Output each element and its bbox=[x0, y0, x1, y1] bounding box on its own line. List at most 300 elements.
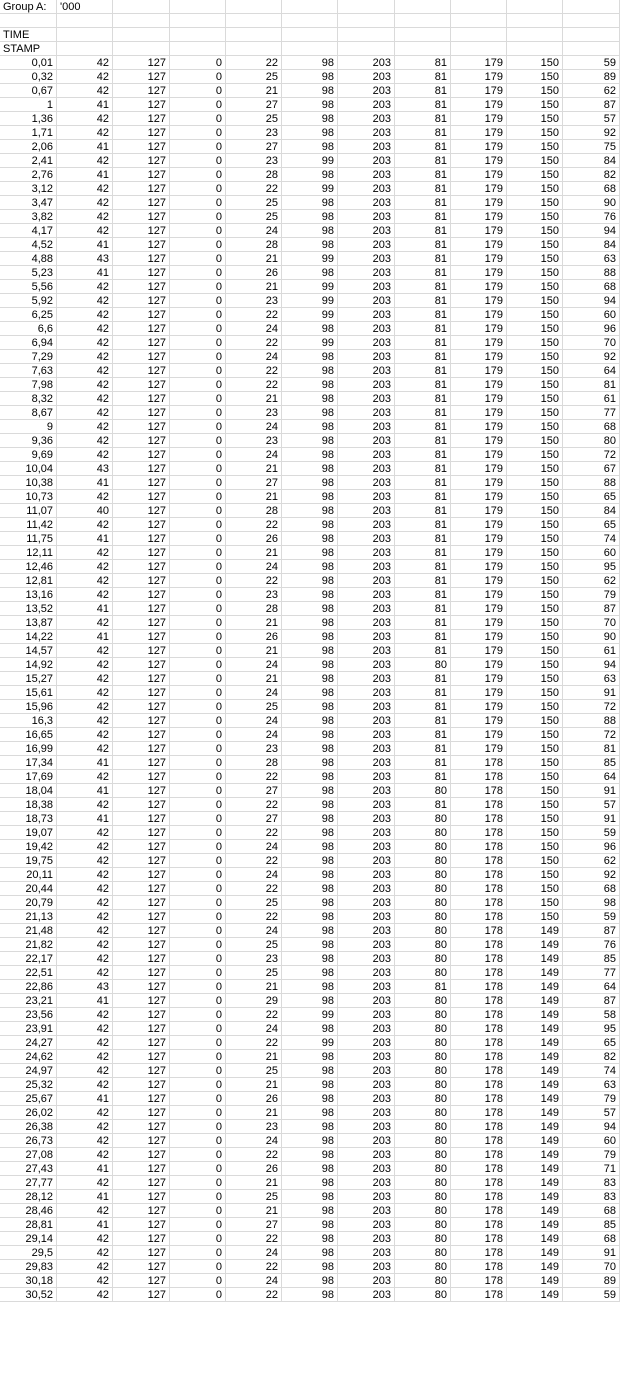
value-cell[interactable]: 149 bbox=[507, 980, 563, 994]
timestamp-cell[interactable]: 0,32 bbox=[0, 70, 57, 84]
value-cell[interactable]: 81 bbox=[395, 336, 451, 350]
timestamp-cell[interactable]: 1,36 bbox=[0, 112, 57, 126]
value-cell[interactable]: 22 bbox=[226, 854, 282, 868]
timestamp-cell[interactable]: 0,67 bbox=[0, 84, 57, 98]
value-cell[interactable]: 127 bbox=[113, 672, 170, 686]
value-cell[interactable]: 98 bbox=[282, 672, 338, 686]
value-cell[interactable]: 0 bbox=[170, 112, 226, 126]
cell-empty[interactable] bbox=[170, 0, 226, 14]
value-cell[interactable]: 127 bbox=[113, 504, 170, 518]
value-cell[interactable]: 127 bbox=[113, 714, 170, 728]
value-cell[interactable]: 149 bbox=[507, 952, 563, 966]
value-cell[interactable]: 24 bbox=[226, 420, 282, 434]
value-cell[interactable]: 80 bbox=[395, 812, 451, 826]
value-cell[interactable]: 80 bbox=[395, 1274, 451, 1288]
value-cell[interactable]: 81 bbox=[395, 154, 451, 168]
value-cell[interactable]: 150 bbox=[507, 476, 563, 490]
value-cell[interactable]: 0 bbox=[170, 84, 226, 98]
value-cell[interactable]: 27 bbox=[226, 140, 282, 154]
value-cell[interactable]: 178 bbox=[451, 924, 507, 938]
value-cell[interactable]: 127 bbox=[113, 798, 170, 812]
value-cell[interactable]: 81 bbox=[395, 56, 451, 70]
value-cell[interactable]: 150 bbox=[507, 630, 563, 644]
value-cell[interactable]: 0 bbox=[170, 980, 226, 994]
value-cell[interactable]: 0 bbox=[170, 196, 226, 210]
value-cell[interactable]: 21 bbox=[226, 84, 282, 98]
value-cell[interactable]: 98 bbox=[282, 630, 338, 644]
timestamp-cell[interactable]: 14,22 bbox=[0, 630, 57, 644]
value-cell[interactable]: 203 bbox=[338, 784, 395, 798]
value-cell[interactable]: 150 bbox=[507, 308, 563, 322]
value-cell[interactable]: 98 bbox=[282, 784, 338, 798]
value-cell[interactable]: 150 bbox=[507, 882, 563, 896]
value-cell[interactable]: 21 bbox=[226, 1078, 282, 1092]
cell-empty[interactable] bbox=[226, 14, 282, 28]
header-label-cell[interactable]: TIME bbox=[0, 28, 57, 42]
value-cell[interactable]: 21 bbox=[226, 1204, 282, 1218]
value-cell[interactable]: 22 bbox=[226, 1260, 282, 1274]
value-cell[interactable]: 28 bbox=[226, 756, 282, 770]
value-cell[interactable]: 81 bbox=[395, 322, 451, 336]
value-cell[interactable]: 96 bbox=[563, 840, 620, 854]
value-cell[interactable]: 98 bbox=[282, 1148, 338, 1162]
value-cell[interactable]: 27 bbox=[226, 784, 282, 798]
cell-empty[interactable] bbox=[395, 42, 451, 56]
value-cell[interactable]: 0 bbox=[170, 658, 226, 672]
value-cell[interactable]: 42 bbox=[57, 1078, 113, 1092]
value-cell[interactable]: 0 bbox=[170, 1218, 226, 1232]
timestamp-cell[interactable]: 18,38 bbox=[0, 798, 57, 812]
value-cell[interactable]: 41 bbox=[57, 168, 113, 182]
value-cell[interactable]: 98 bbox=[282, 854, 338, 868]
value-cell[interactable]: 42 bbox=[57, 1022, 113, 1036]
value-cell[interactable]: 62 bbox=[563, 854, 620, 868]
value-cell[interactable]: 98 bbox=[282, 420, 338, 434]
value-cell[interactable]: 98 bbox=[282, 518, 338, 532]
value-cell[interactable]: 127 bbox=[113, 154, 170, 168]
value-cell[interactable]: 81 bbox=[395, 70, 451, 84]
value-cell[interactable]: 127 bbox=[113, 994, 170, 1008]
value-cell[interactable]: 149 bbox=[507, 1204, 563, 1218]
value-cell[interactable]: 203 bbox=[338, 294, 395, 308]
value-cell[interactable]: 179 bbox=[451, 84, 507, 98]
timestamp-cell[interactable]: 3,47 bbox=[0, 196, 57, 210]
value-cell[interactable]: 42 bbox=[57, 364, 113, 378]
value-cell[interactable]: 127 bbox=[113, 1064, 170, 1078]
value-cell[interactable]: 203 bbox=[338, 1134, 395, 1148]
value-cell[interactable]: 98 bbox=[282, 1022, 338, 1036]
value-cell[interactable]: 203 bbox=[338, 210, 395, 224]
value-cell[interactable]: 149 bbox=[507, 1120, 563, 1134]
timestamp-cell[interactable]: 9 bbox=[0, 420, 57, 434]
timestamp-cell[interactable]: 2,06 bbox=[0, 140, 57, 154]
value-cell[interactable]: 127 bbox=[113, 966, 170, 980]
value-cell[interactable]: 150 bbox=[507, 532, 563, 546]
value-cell[interactable]: 42 bbox=[57, 392, 113, 406]
value-cell[interactable]: 98 bbox=[282, 476, 338, 490]
value-cell[interactable]: 150 bbox=[507, 168, 563, 182]
value-cell[interactable]: 178 bbox=[451, 826, 507, 840]
value-cell[interactable]: 127 bbox=[113, 1288, 170, 1302]
value-cell[interactable]: 127 bbox=[113, 700, 170, 714]
value-cell[interactable]: 178 bbox=[451, 1190, 507, 1204]
value-cell[interactable]: 179 bbox=[451, 364, 507, 378]
value-cell[interactable]: 178 bbox=[451, 1008, 507, 1022]
timestamp-cell[interactable]: 5,92 bbox=[0, 294, 57, 308]
value-cell[interactable]: 80 bbox=[395, 882, 451, 896]
value-cell[interactable]: 179 bbox=[451, 476, 507, 490]
value-cell[interactable]: 203 bbox=[338, 574, 395, 588]
value-cell[interactable]: 23 bbox=[226, 1120, 282, 1134]
value-cell[interactable]: 179 bbox=[451, 196, 507, 210]
cell-empty[interactable] bbox=[226, 0, 282, 14]
value-cell[interactable]: 179 bbox=[451, 350, 507, 364]
value-cell[interactable]: 203 bbox=[338, 1148, 395, 1162]
value-cell[interactable]: 149 bbox=[507, 1176, 563, 1190]
value-cell[interactable]: 42 bbox=[57, 644, 113, 658]
value-cell[interactable]: 24 bbox=[226, 924, 282, 938]
value-cell[interactable]: 150 bbox=[507, 770, 563, 784]
value-cell[interactable]: 149 bbox=[507, 938, 563, 952]
value-cell[interactable]: 99 bbox=[282, 308, 338, 322]
value-cell[interactable]: 24 bbox=[226, 448, 282, 462]
value-cell[interactable]: 127 bbox=[113, 1050, 170, 1064]
timestamp-cell[interactable]: 30,18 bbox=[0, 1274, 57, 1288]
value-cell[interactable]: 127 bbox=[113, 280, 170, 294]
value-cell[interactable]: 127 bbox=[113, 882, 170, 896]
value-cell[interactable]: 179 bbox=[451, 210, 507, 224]
value-cell[interactable]: 99 bbox=[282, 182, 338, 196]
value-cell[interactable]: 42 bbox=[57, 518, 113, 532]
value-cell[interactable]: 98 bbox=[282, 546, 338, 560]
value-cell[interactable]: 80 bbox=[395, 1064, 451, 1078]
value-cell[interactable]: 179 bbox=[451, 616, 507, 630]
value-cell[interactable]: 42 bbox=[57, 1120, 113, 1134]
value-cell[interactable]: 84 bbox=[563, 504, 620, 518]
value-cell[interactable]: 81 bbox=[395, 588, 451, 602]
value-cell[interactable]: 41 bbox=[57, 630, 113, 644]
value-cell[interactable]: 127 bbox=[113, 924, 170, 938]
value-cell[interactable]: 42 bbox=[57, 840, 113, 854]
value-cell[interactable]: 80 bbox=[395, 994, 451, 1008]
value-cell[interactable]: 203 bbox=[338, 616, 395, 630]
value-cell[interactable]: 179 bbox=[451, 238, 507, 252]
value-cell[interactable]: 127 bbox=[113, 812, 170, 826]
value-cell[interactable]: 98 bbox=[282, 616, 338, 630]
value-cell[interactable]: 80 bbox=[395, 1190, 451, 1204]
value-cell[interactable]: 96 bbox=[563, 322, 620, 336]
value-cell[interactable]: 179 bbox=[451, 266, 507, 280]
value-cell[interactable]: 179 bbox=[451, 406, 507, 420]
value-cell[interactable]: 179 bbox=[451, 700, 507, 714]
value-cell[interactable]: 203 bbox=[338, 882, 395, 896]
value-cell[interactable]: 26 bbox=[226, 266, 282, 280]
timestamp-cell[interactable]: 23,21 bbox=[0, 994, 57, 1008]
timestamp-cell[interactable]: 28,46 bbox=[0, 1204, 57, 1218]
value-cell[interactable]: 77 bbox=[563, 966, 620, 980]
value-cell[interactable]: 42 bbox=[57, 714, 113, 728]
value-cell[interactable]: 178 bbox=[451, 980, 507, 994]
value-cell[interactable]: 90 bbox=[563, 196, 620, 210]
value-cell[interactable]: 81 bbox=[395, 266, 451, 280]
value-cell[interactable]: 42 bbox=[57, 210, 113, 224]
value-cell[interactable]: 99 bbox=[282, 1008, 338, 1022]
value-cell[interactable]: 178 bbox=[451, 1274, 507, 1288]
value-cell[interactable]: 203 bbox=[338, 518, 395, 532]
value-cell[interactable]: 203 bbox=[338, 1050, 395, 1064]
value-cell[interactable]: 74 bbox=[563, 532, 620, 546]
value-cell[interactable]: 149 bbox=[507, 924, 563, 938]
value-cell[interactable]: 76 bbox=[563, 938, 620, 952]
value-cell[interactable]: 0 bbox=[170, 1106, 226, 1120]
value-cell[interactable]: 74 bbox=[563, 1064, 620, 1078]
value-cell[interactable]: 150 bbox=[507, 742, 563, 756]
value-cell[interactable]: 203 bbox=[338, 98, 395, 112]
timestamp-cell[interactable]: 12,46 bbox=[0, 560, 57, 574]
value-cell[interactable]: 203 bbox=[338, 924, 395, 938]
value-cell[interactable]: 0 bbox=[170, 420, 226, 434]
value-cell[interactable]: 0 bbox=[170, 896, 226, 910]
value-cell[interactable]: 98 bbox=[282, 196, 338, 210]
value-cell[interactable]: 21 bbox=[226, 1106, 282, 1120]
value-cell[interactable]: 127 bbox=[113, 238, 170, 252]
value-cell[interactable]: 98 bbox=[282, 224, 338, 238]
value-cell[interactable]: 127 bbox=[113, 952, 170, 966]
value-cell[interactable]: 0 bbox=[170, 280, 226, 294]
timestamp-cell[interactable]: 20,44 bbox=[0, 882, 57, 896]
timestamp-cell[interactable]: 15,96 bbox=[0, 700, 57, 714]
value-cell[interactable]: 27 bbox=[226, 98, 282, 112]
value-cell[interactable]: 150 bbox=[507, 434, 563, 448]
value-cell[interactable]: 150 bbox=[507, 182, 563, 196]
value-cell[interactable]: 98 bbox=[282, 1134, 338, 1148]
value-cell[interactable]: 26 bbox=[226, 1092, 282, 1106]
value-cell[interactable]: 65 bbox=[563, 1036, 620, 1050]
value-cell[interactable]: 179 bbox=[451, 126, 507, 140]
value-cell[interactable]: 178 bbox=[451, 1106, 507, 1120]
timestamp-cell[interactable]: 25,67 bbox=[0, 1092, 57, 1106]
value-cell[interactable]: 203 bbox=[338, 1120, 395, 1134]
value-cell[interactable]: 127 bbox=[113, 784, 170, 798]
value-cell[interactable]: 0 bbox=[170, 560, 226, 574]
value-cell[interactable]: 203 bbox=[338, 196, 395, 210]
value-cell[interactable]: 42 bbox=[57, 952, 113, 966]
value-cell[interactable]: 203 bbox=[338, 1036, 395, 1050]
value-cell[interactable]: 149 bbox=[507, 1106, 563, 1120]
value-cell[interactable]: 0 bbox=[170, 882, 226, 896]
value-cell[interactable]: 81 bbox=[395, 616, 451, 630]
value-cell[interactable]: 42 bbox=[57, 910, 113, 924]
value-cell[interactable]: 127 bbox=[113, 1134, 170, 1148]
value-cell[interactable]: 21 bbox=[226, 644, 282, 658]
value-cell[interactable]: 127 bbox=[113, 518, 170, 532]
value-cell[interactable]: 41 bbox=[57, 476, 113, 490]
value-cell[interactable]: 150 bbox=[507, 840, 563, 854]
timestamp-cell[interactable]: 23,56 bbox=[0, 1008, 57, 1022]
value-cell[interactable]: 127 bbox=[113, 1092, 170, 1106]
value-cell[interactable]: 81 bbox=[395, 476, 451, 490]
value-cell[interactable]: 22 bbox=[226, 910, 282, 924]
value-cell[interactable]: 80 bbox=[395, 1204, 451, 1218]
value-cell[interactable]: 0 bbox=[170, 490, 226, 504]
value-cell[interactable]: 203 bbox=[338, 392, 395, 406]
value-cell[interactable]: 24 bbox=[226, 322, 282, 336]
value-cell[interactable]: 203 bbox=[338, 70, 395, 84]
value-cell[interactable]: 42 bbox=[57, 700, 113, 714]
value-cell[interactable]: 83 bbox=[563, 1190, 620, 1204]
timestamp-cell[interactable]: 12,81 bbox=[0, 574, 57, 588]
value-cell[interactable]: 98 bbox=[282, 1260, 338, 1274]
value-cell[interactable]: 42 bbox=[57, 154, 113, 168]
value-cell[interactable]: 98 bbox=[282, 1274, 338, 1288]
cell-empty[interactable] bbox=[57, 14, 113, 28]
value-cell[interactable]: 150 bbox=[507, 210, 563, 224]
value-cell[interactable]: 127 bbox=[113, 546, 170, 560]
header-label-cell[interactable]: STAMP bbox=[0, 42, 57, 56]
value-cell[interactable]: 179 bbox=[451, 658, 507, 672]
value-cell[interactable]: 203 bbox=[338, 308, 395, 322]
value-cell[interactable]: 0 bbox=[170, 504, 226, 518]
value-cell[interactable]: 92 bbox=[563, 350, 620, 364]
value-cell[interactable]: 150 bbox=[507, 504, 563, 518]
value-cell[interactable]: 41 bbox=[57, 1092, 113, 1106]
value-cell[interactable]: 203 bbox=[338, 112, 395, 126]
value-cell[interactable]: 81 bbox=[395, 798, 451, 812]
timestamp-cell[interactable]: 20,79 bbox=[0, 896, 57, 910]
value-cell[interactable]: 178 bbox=[451, 770, 507, 784]
value-cell[interactable]: 203 bbox=[338, 224, 395, 238]
value-cell[interactable]: 178 bbox=[451, 1288, 507, 1302]
cell-empty[interactable] bbox=[563, 42, 620, 56]
value-cell[interactable]: 81 bbox=[395, 392, 451, 406]
value-cell[interactable]: 94 bbox=[563, 224, 620, 238]
timestamp-cell[interactable]: 9,69 bbox=[0, 448, 57, 462]
value-cell[interactable]: 42 bbox=[57, 826, 113, 840]
value-cell[interactable]: 0 bbox=[170, 1092, 226, 1106]
value-cell[interactable]: 91 bbox=[563, 686, 620, 700]
value-cell[interactable]: 127 bbox=[113, 434, 170, 448]
value-cell[interactable]: 203 bbox=[338, 1162, 395, 1176]
timestamp-cell[interactable]: 6,94 bbox=[0, 336, 57, 350]
value-cell[interactable]: 203 bbox=[338, 602, 395, 616]
value-cell[interactable]: 24 bbox=[226, 350, 282, 364]
value-cell[interactable]: 0 bbox=[170, 126, 226, 140]
value-cell[interactable]: 81 bbox=[395, 672, 451, 686]
value-cell[interactable]: 42 bbox=[57, 406, 113, 420]
value-cell[interactable]: 150 bbox=[507, 462, 563, 476]
value-cell[interactable]: 0 bbox=[170, 336, 226, 350]
value-cell[interactable]: 83 bbox=[563, 1176, 620, 1190]
value-cell[interactable]: 178 bbox=[451, 952, 507, 966]
value-cell[interactable]: 127 bbox=[113, 294, 170, 308]
value-cell[interactable]: 67 bbox=[563, 462, 620, 476]
value-cell[interactable]: 0 bbox=[170, 672, 226, 686]
value-cell[interactable]: 127 bbox=[113, 336, 170, 350]
value-cell[interactable]: 203 bbox=[338, 966, 395, 980]
value-cell[interactable]: 42 bbox=[57, 308, 113, 322]
value-cell[interactable]: 75 bbox=[563, 140, 620, 154]
value-cell[interactable]: 24 bbox=[226, 560, 282, 574]
timestamp-cell[interactable]: 3,82 bbox=[0, 210, 57, 224]
value-cell[interactable]: 127 bbox=[113, 756, 170, 770]
value-cell[interactable]: 203 bbox=[338, 140, 395, 154]
value-cell[interactable]: 0 bbox=[170, 910, 226, 924]
value-cell[interactable]: 203 bbox=[338, 756, 395, 770]
value-cell[interactable]: 42 bbox=[57, 798, 113, 812]
value-cell[interactable]: 149 bbox=[507, 1246, 563, 1260]
value-cell[interactable]: 81 bbox=[395, 238, 451, 252]
value-cell[interactable]: 0 bbox=[170, 322, 226, 336]
value-cell[interactable]: 98 bbox=[282, 266, 338, 280]
value-cell[interactable]: 178 bbox=[451, 1064, 507, 1078]
value-cell[interactable]: 94 bbox=[563, 294, 620, 308]
value-cell[interactable]: 41 bbox=[57, 1162, 113, 1176]
value-cell[interactable]: 41 bbox=[57, 532, 113, 546]
value-cell[interactable]: 179 bbox=[451, 308, 507, 322]
value-cell[interactable]: 0 bbox=[170, 1120, 226, 1134]
value-cell[interactable]: 81 bbox=[563, 378, 620, 392]
value-cell[interactable]: 203 bbox=[338, 1106, 395, 1120]
value-cell[interactable]: 203 bbox=[338, 686, 395, 700]
value-cell[interactable]: 150 bbox=[507, 294, 563, 308]
value-cell[interactable]: 179 bbox=[451, 588, 507, 602]
value-cell[interactable]: 150 bbox=[507, 686, 563, 700]
value-cell[interactable]: 80 bbox=[395, 854, 451, 868]
value-cell[interactable]: 150 bbox=[507, 826, 563, 840]
cell-empty[interactable] bbox=[170, 28, 226, 42]
value-cell[interactable]: 150 bbox=[507, 84, 563, 98]
value-cell[interactable]: 178 bbox=[451, 812, 507, 826]
value-cell[interactable]: 62 bbox=[563, 574, 620, 588]
value-cell[interactable]: 150 bbox=[507, 560, 563, 574]
timestamp-cell[interactable]: 2,41 bbox=[0, 154, 57, 168]
value-cell[interactable]: 82 bbox=[563, 1050, 620, 1064]
value-cell[interactable]: 23 bbox=[226, 434, 282, 448]
value-cell[interactable]: 98 bbox=[282, 812, 338, 826]
value-cell[interactable]: 80 bbox=[395, 1050, 451, 1064]
value-cell[interactable]: 179 bbox=[451, 140, 507, 154]
timestamp-cell[interactable]: 6,25 bbox=[0, 308, 57, 322]
value-cell[interactable]: 98 bbox=[282, 1078, 338, 1092]
value-cell[interactable]: 0 bbox=[170, 210, 226, 224]
value-cell[interactable]: 0 bbox=[170, 378, 226, 392]
value-cell[interactable]: 25 bbox=[226, 896, 282, 910]
value-cell[interactable]: 0 bbox=[170, 392, 226, 406]
value-cell[interactable]: 81 bbox=[395, 546, 451, 560]
value-cell[interactable]: 203 bbox=[338, 406, 395, 420]
value-cell[interactable]: 61 bbox=[563, 392, 620, 406]
value-cell[interactable]: 127 bbox=[113, 532, 170, 546]
value-cell[interactable]: 81 bbox=[395, 728, 451, 742]
value-cell[interactable]: 68 bbox=[563, 182, 620, 196]
value-cell[interactable]: 150 bbox=[507, 378, 563, 392]
value-cell[interactable]: 150 bbox=[507, 448, 563, 462]
value-cell[interactable]: 0 bbox=[170, 308, 226, 322]
value-cell[interactable]: 127 bbox=[113, 126, 170, 140]
value-cell[interactable]: 81 bbox=[395, 630, 451, 644]
value-cell[interactable]: 179 bbox=[451, 70, 507, 84]
value-cell[interactable]: 81 bbox=[395, 742, 451, 756]
timestamp-cell[interactable]: 16,65 bbox=[0, 728, 57, 742]
value-cell[interactable]: 98 bbox=[282, 434, 338, 448]
cell-empty[interactable] bbox=[563, 0, 620, 14]
value-cell[interactable]: 42 bbox=[57, 196, 113, 210]
value-cell[interactable]: 0 bbox=[170, 966, 226, 980]
value-cell[interactable]: 80 bbox=[395, 826, 451, 840]
timestamp-cell[interactable]: 16,3 bbox=[0, 714, 57, 728]
value-cell[interactable]: 42 bbox=[57, 112, 113, 126]
value-cell[interactable]: 80 bbox=[395, 938, 451, 952]
